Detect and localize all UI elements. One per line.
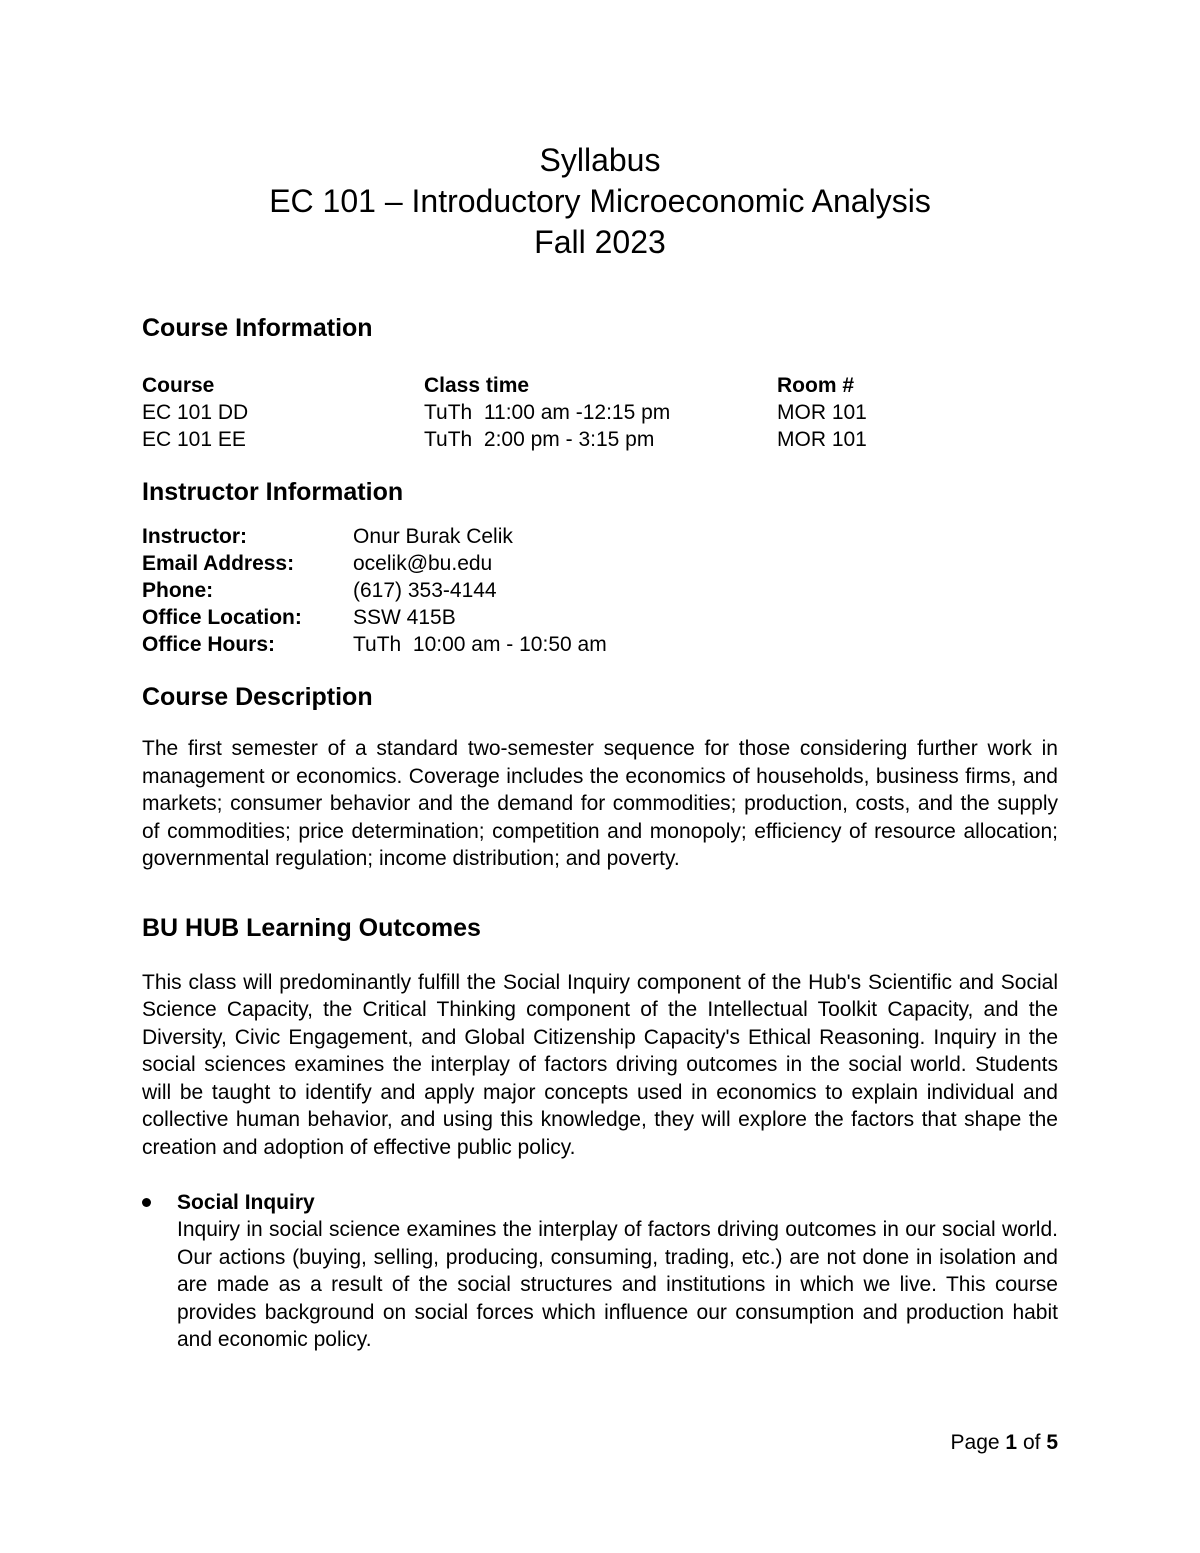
email-label: Email Address: xyxy=(142,552,295,575)
table-row xyxy=(142,399,1058,426)
course-description-text: The first semester of a standard two-semester sequence for those considering further work in management or economics. Coverage includes the economics of households, business firms, and markets; consumer behavior and the demand for commodities; production, costs, and the supply of commodities; price determination; competition and monopoly; efficiency of resource allocation; governmental regulation; income distribution; and poverty. xyxy=(142,737,1058,870)
list-item xyxy=(142,1189,1058,1354)
course-information-heading: Course Information xyxy=(142,314,373,342)
instructor-row xyxy=(142,523,1058,550)
page-current: 1 xyxy=(1005,1431,1018,1454)
email-address[interactable]: ocelik@bu.edu xyxy=(353,552,493,575)
room-number: MOR 101 xyxy=(777,428,867,451)
email-row xyxy=(142,550,1058,577)
title-line-course: EC 101 – Introductory Microeconomic Analysis xyxy=(269,183,931,219)
title-line-syllabus: Syllabus xyxy=(539,142,661,178)
page-number xyxy=(951,1430,1058,1456)
instructor-name: Onur Burak Celik xyxy=(353,525,513,548)
room-number: MOR 101 xyxy=(777,401,867,424)
course-table-header xyxy=(142,372,1058,399)
page-of-label: of xyxy=(1022,1431,1041,1454)
office-hours-row xyxy=(142,631,1058,658)
office-location: SSW 415B xyxy=(353,606,456,629)
course-section: EC 101 DD xyxy=(142,401,249,424)
instructor-information-heading: Instructor Information xyxy=(142,478,404,506)
document-title xyxy=(142,140,1058,263)
office-hours: TuTh 10:00 am - 10:50 am xyxy=(353,633,607,656)
column-header-class-time: Class time xyxy=(424,374,530,397)
bullet-text-social-inquiry: Inquiry in social science examines the interplay of factors driving outcomes in our social world. Our actions (buying, selling, producing, consuming, trading, etc.) are not done in isolation and are made as a result of the social structures and institutions in which we live. This course provides background on social forces which influence our consumption and production habit and economic policy. xyxy=(177,1218,1058,1351)
instructor-label: Instructor: xyxy=(142,525,247,548)
page-content xyxy=(142,140,1058,1354)
class-time: TuTh 11:00 am -12:15 pm xyxy=(424,401,671,424)
phone-number: (617) 353-4144 xyxy=(353,579,497,602)
instructor-details xyxy=(142,523,1058,658)
course-section: EC 101 EE xyxy=(142,428,246,451)
hub-outcomes-text: This class will predominantly fulfill the Social Inquiry component of the Hub's Scientific and Social Science Capacity, the Critical Thinking component of the Intellectual Toolkit Capacity, and the Diversity, Civic Engagement, and Global Citizenship Capacity's Ethical Reasoning. Inquiry in the social sciences examines the interplay of factors driving outcomes in the social world. Students will be taught to identify and apply major concepts used in economics to explain individual and collective human behavior, and using this knowledge, they will explore the factors that shape the creation and adoption of effective public policy. xyxy=(142,970,1058,1159)
phone-row xyxy=(142,577,1058,604)
column-header-course: Course xyxy=(142,374,215,397)
page-label: Page xyxy=(950,1431,1000,1454)
course-schedule-table xyxy=(142,372,1058,453)
hub-outcomes-heading: BU HUB Learning Outcomes xyxy=(142,913,481,942)
bullet-icon xyxy=(142,1198,151,1207)
office-hours-label: Office Hours: xyxy=(142,633,276,656)
page-total: 5 xyxy=(1046,1431,1058,1454)
table-row xyxy=(142,426,1058,453)
class-time: TuTh 2:00 pm - 3:15 pm xyxy=(424,428,655,451)
column-header-room: Room # xyxy=(777,374,855,397)
office-location-label: Office Location: xyxy=(142,606,302,629)
bullet-title-social-inquiry: Social Inquiry xyxy=(177,1191,315,1214)
office-location-row xyxy=(142,604,1058,631)
course-description-heading: Course Description xyxy=(142,683,373,711)
title-line-term: Fall 2023 xyxy=(534,224,666,260)
phone-label: Phone: xyxy=(142,579,214,602)
